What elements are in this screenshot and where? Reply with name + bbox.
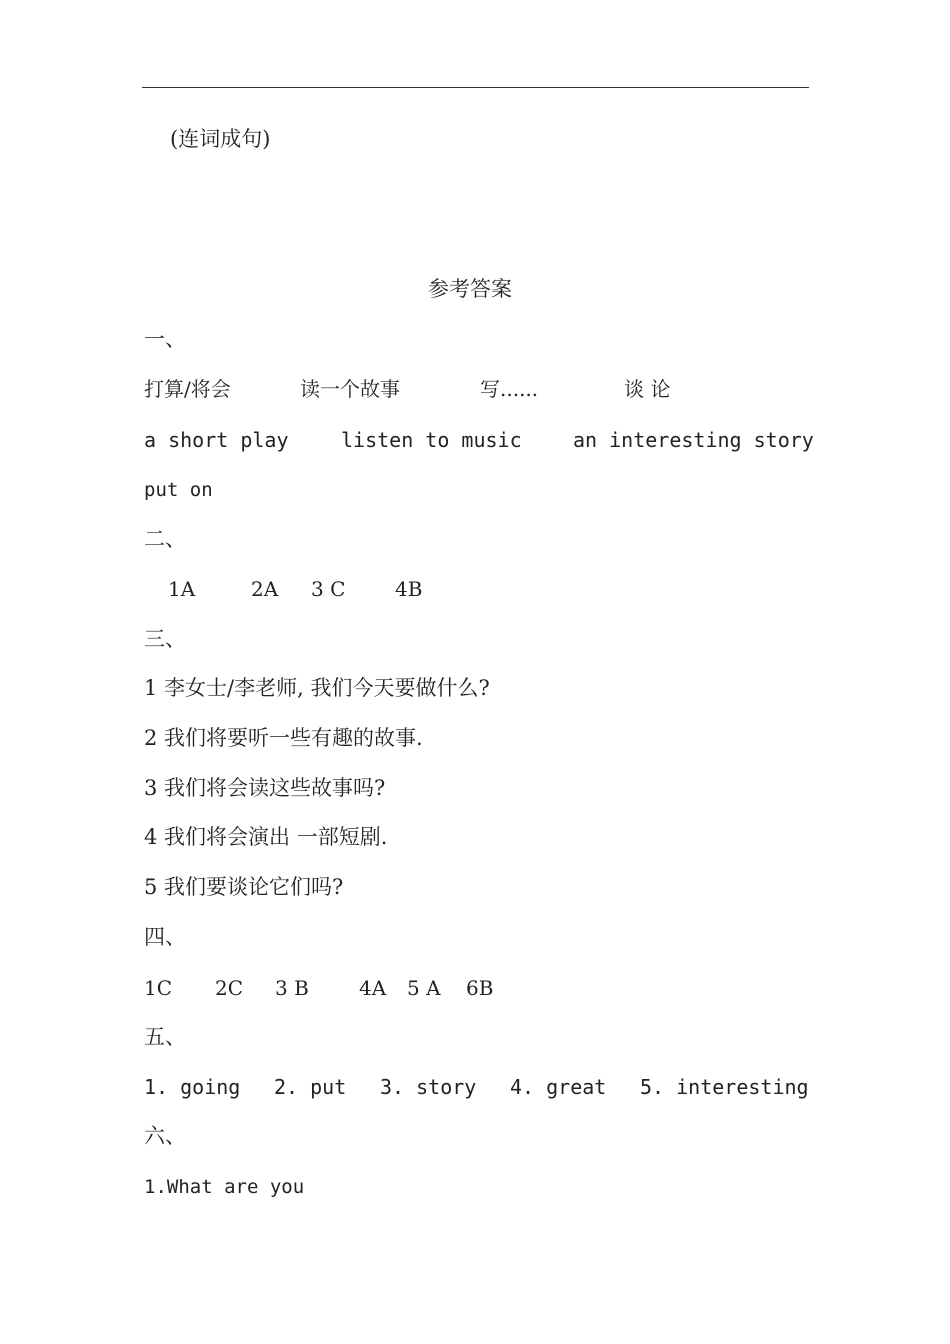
section-1-en-row	[0, 426, 950, 566]
s3-line: 3 我们将会读这些故事吗?	[144, 776, 386, 800]
s3-line: 1 李女士/李老师, 我们今天要做什么?	[144, 676, 490, 700]
s4-answer: 3 B	[275, 976, 309, 1000]
s5-answer: 2. put	[274, 1075, 347, 1099]
s5-answer: 4. great	[510, 1075, 607, 1099]
s4-answer: 2C	[215, 976, 244, 1000]
s4-answer: 5 A	[407, 976, 441, 1000]
s1-cn-item: 谈 论	[624, 377, 671, 401]
section-5-answers	[0, 1073, 950, 1269]
s2-answer: 2A	[251, 577, 279, 601]
s1-en-item: a short play	[144, 428, 289, 452]
s5-answer: 3. story	[380, 1075, 477, 1099]
section-5-heading: 五、	[144, 1025, 186, 1049]
s1-en-item-2: put on	[144, 479, 213, 501]
instruction-note: (连词成句)	[170, 127, 271, 151]
section-3-heading: 三、	[144, 627, 186, 651]
s1-en-item: an interesting story	[573, 428, 814, 452]
s5-answer: 1. going	[144, 1075, 241, 1099]
s1-cn-item: 写......	[480, 377, 539, 401]
s4-answer: 1C	[144, 976, 173, 1000]
section-6-heading: 六、	[144, 1124, 186, 1148]
s1-en-item: listen to music	[341, 428, 522, 452]
section-2-heading: 二、	[144, 527, 186, 551]
top-rule	[142, 87, 809, 88]
s5-answer: 5. interesting	[640, 1075, 809, 1099]
s2-answer: 3 C	[311, 577, 346, 601]
page-title: 参考答案	[428, 277, 512, 301]
s3-line: 2 我们将要听一些有趣的故事.	[144, 726, 423, 750]
s4-answer: 4A	[359, 976, 387, 1000]
s2-answer: 4B	[395, 577, 423, 601]
section-4-heading: 四、	[144, 925, 186, 949]
s6-line: 1.What are you	[144, 1176, 305, 1198]
s3-line: 4 我们将会演出 一部短剧.	[144, 825, 388, 849]
s2-answer: 1A	[168, 577, 196, 601]
section-2-answers	[0, 575, 950, 743]
s4-answer: 6B	[466, 976, 494, 1000]
section-1-heading: 一、	[144, 327, 186, 351]
s3-line: 5 我们要谈论它们吗?	[144, 875, 344, 899]
s1-cn-item: 打算/将会	[144, 377, 231, 401]
s1-cn-item: 读一个故事	[300, 377, 400, 401]
